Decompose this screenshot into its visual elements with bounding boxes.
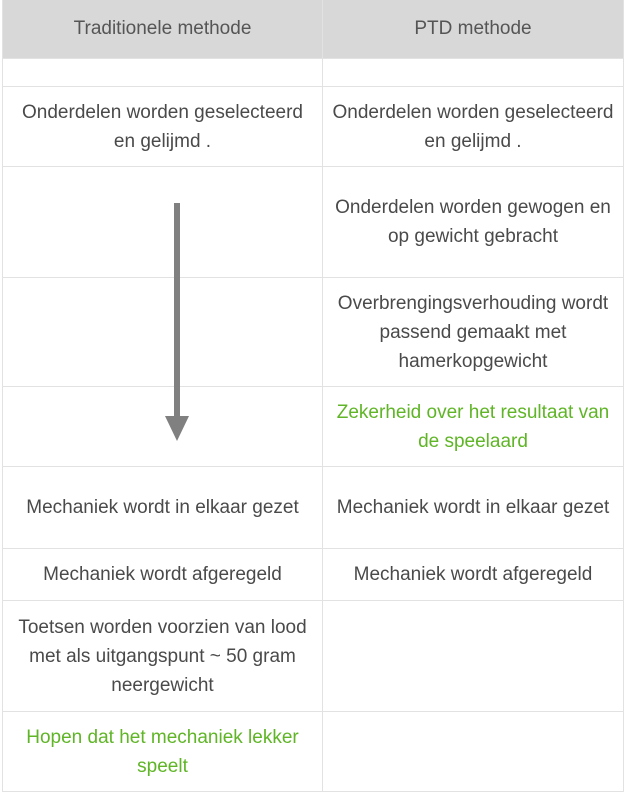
cell-traditional — [3, 59, 323, 87]
arrow-down-icon — [165, 203, 189, 441]
table-row — [3, 59, 624, 87]
header-traditional: Traditionele methode — [3, 0, 323, 59]
cell-ptd — [323, 59, 624, 87]
table-row — [3, 601, 624, 712]
table-row — [3, 278, 624, 387]
arrow-head — [165, 416, 189, 441]
header-ptd: PTD methode — [323, 0, 624, 59]
cell-ptd: Onderdelen worden geselecteerd en gelijmd . — [323, 87, 624, 167]
comparison-table-container — [2, 0, 623, 792]
comparison-table — [2, 0, 624, 792]
table-row — [3, 387, 624, 467]
cell-traditional: Onderdelen worden geselecteerd en gelijmd . — [3, 87, 323, 167]
cell-traditional: Mechaniek wordt in elkaar gezet — [3, 467, 323, 549]
cell-ptd — [323, 712, 624, 792]
cell-traditional-highlight: Hopen dat het mechaniek lekker speelt — [3, 712, 323, 792]
cell-ptd: Overbrengingsverhouding wordt passend gemaakt met hamerkopgewicht — [323, 278, 624, 387]
table-header-row — [3, 0, 624, 59]
cell-ptd — [323, 601, 624, 712]
cell-traditional — [3, 387, 323, 467]
table-row — [3, 549, 624, 601]
cell-traditional — [3, 167, 323, 278]
table-row — [3, 87, 624, 167]
cell-ptd: Mechaniek wordt in elkaar gezet — [323, 467, 624, 549]
table-row — [3, 167, 624, 278]
cell-ptd: Onderdelen worden gewogen en op gewicht gebracht — [323, 167, 624, 278]
arrow-shaft — [174, 203, 180, 417]
cell-ptd-highlight: Zekerheid over het resultaat van de speelaard — [323, 387, 624, 467]
cell-ptd: Mechaniek wordt afgeregeld — [323, 549, 624, 601]
table-row — [3, 712, 624, 792]
cell-traditional: Mechaniek wordt afgeregeld — [3, 549, 323, 601]
cell-traditional: Toetsen worden voorzien van lood met als uitgangspunt ~ 50 gram neergewicht — [3, 601, 323, 712]
table-row — [3, 467, 624, 549]
cell-traditional — [3, 278, 323, 387]
